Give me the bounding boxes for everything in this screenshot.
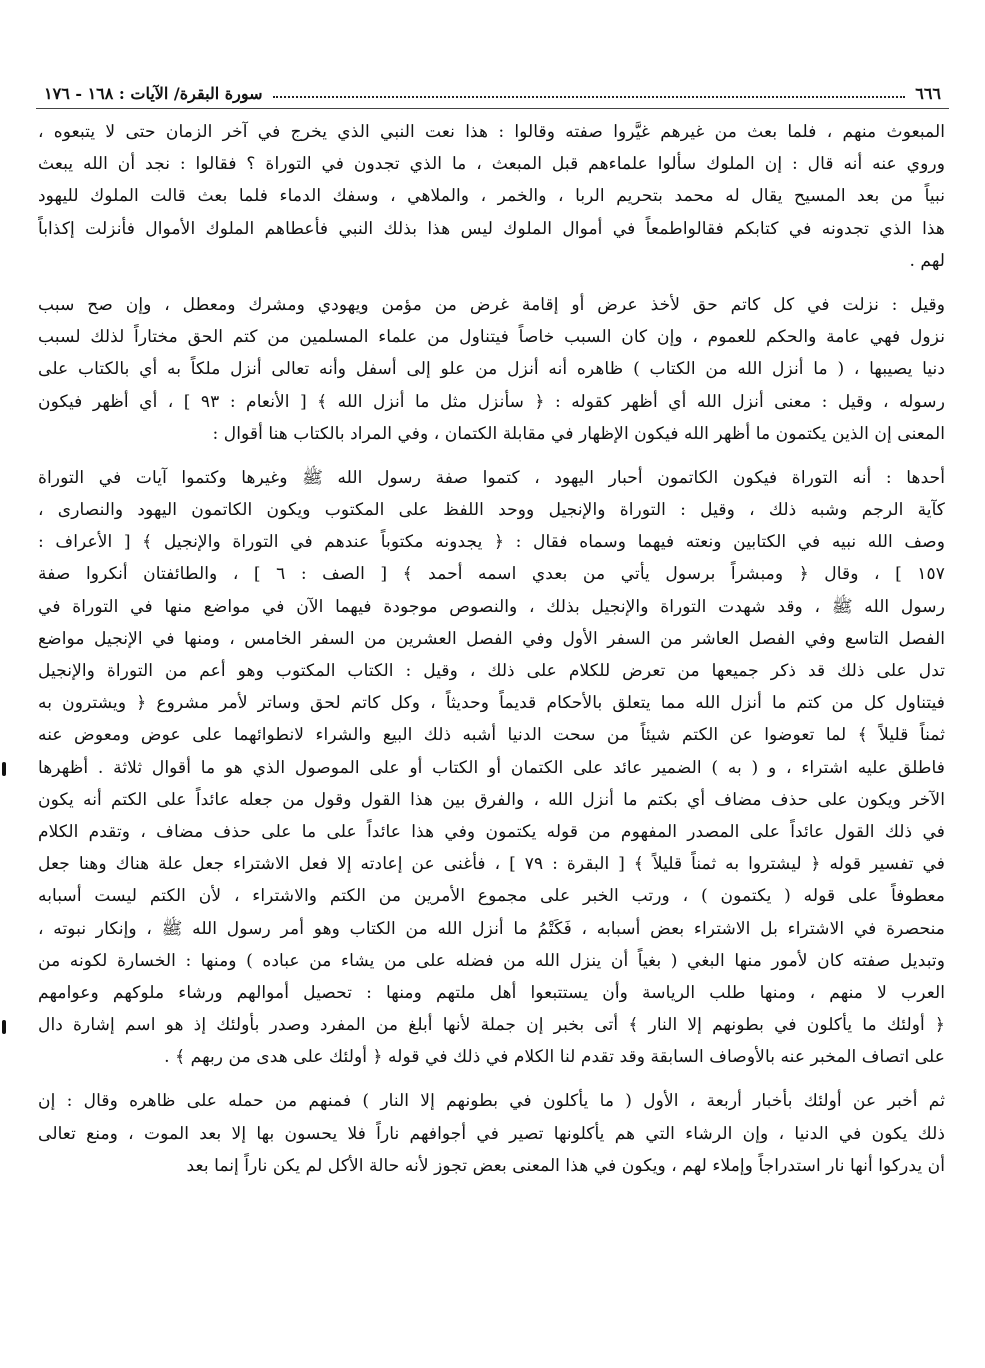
- page-body: [38, 116, 945, 1182]
- text-line: ١٥٧ ] ، وقال ﴿ ومبشراً برسول يأتي من بعدي اسمه أحمد ﴾ [ الصف : ٦ ] ، والطائفتان أنكروا صفة: [38, 564, 945, 585]
- paragraph: [38, 116, 945, 277]
- text-line: تدل على ذلك قد ذكر جميعها من تعرض للكلام على ذلك ، وقيل : الكتاب المكتوب وهو أعم من التوراة والإنجيل: [38, 661, 945, 681]
- text-line: أن يدركوا أنها نار استدراجاً وإملاء لهم ، ويكون في هذا المعنى بعض تجوز لأنه حالة الأكل لم يكن ناراً إنما بعد: [186, 1155, 945, 1176]
- page-number: ٦٦٦: [915, 83, 941, 103]
- text-line: ﴿ أولئك ما يأكلون في بطونهم إلا النار ﴾ أتى بخبر إن جملة لأنها أبلغ من المفرد وصدر بأولئك إذ هو اسم إشارة دال: [38, 1015, 945, 1036]
- text-line: الفصل التاسع وفي الفصل العاشر من السفر الأول وفي الفصل العشرين من السفر الخامس ، ومنها في الإنجيل مواضع: [38, 628, 945, 649]
- text-line: ذلك يكون في الدنيا ، وإن الرشاء التي هم يأكلونها تصير في أجوافهم ناراً فلا يحسون بها إلا بعد الموت ، ومنع تعالى: [38, 1123, 945, 1144]
- text-line: نزول فهي عامة والحكم للعموم ، وإن كان السبب خاصاً فيتناول من علماء المسلمين من كتم الحق مختاراً لذلك لسبب: [38, 327, 945, 348]
- paragraph-gap: [38, 277, 945, 289]
- text-line: منحصرة في الاشتراء بل الاشتراء بعض أسبابه ، فَكَتْمُ ما أنزل الله من الكتاب وهو أمر رسول الله ﷺ ، وإنكار نبوته ،: [38, 918, 945, 939]
- text-line: ثمناً قليلاً ﴾ لما تعوضوا عن الكتم شيئاً من سحت الدنيا أشبه ذلك البيع والشراء لانطوائهما على عوض ومعوض عنه: [38, 725, 945, 746]
- text-line: لهم .: [909, 250, 945, 271]
- header-dot-leader: [273, 96, 906, 98]
- running-header: [44, 78, 941, 108]
- text-line: نبياً من بعد المسيح يقال له محمد بتحريم الربا ، والخمر ، والملاهي ، وسفك الدماء فلما بعث قالت الملوك لليهود: [38, 186, 945, 207]
- text-line: في ذلك القول عائداً على المصدر المفهوم من قوله يكتمون وفي هذا عائداً على ما على حذف مضاف ، وتقدم الكلام: [38, 821, 945, 842]
- header-rule: [36, 108, 949, 109]
- text-line: ثم أخبر عن أولئك بأخبار أربعة ، الأول ( ما يأكلون في بطونهم إلا النار ) فمنهم من حمله على ظاهره وقال : إن: [38, 1091, 945, 1112]
- text-line: معطوفاً على قوله ( يكتمون ) ، ورتب الخبر على مجموع الأمرين من الكتم والاشتراء ، لأن الكتم ليست أسبابه: [38, 886, 945, 907]
- text-line: دنيا يصيبها ، ( ما أنزل الله من الكتاب ) ظاهره أنه أنزل من علو إلى أسفل وأنه تعالى أنزل ملكاً به أي بالكتاب على: [38, 359, 945, 380]
- text-line: رسوله ، وقيل : معنى أنزل الله أي أظهر كقوله : ﴿ سأنزل مثل ما أنزل الله ﴾ [ الأنعام : ٩٣ ] ، أي أظهر فيكون: [38, 391, 945, 412]
- text-line: المعنى إن الذين يكتمون ما أظهر الله فيكون الإظهار في مقابلة الكتمان ، وفي المراد بالكتاب هنا أقوال :: [212, 423, 945, 444]
- paragraph-gap: [38, 1073, 945, 1085]
- margin-mark: [2, 1020, 6, 1034]
- paragraph: [38, 462, 945, 1074]
- text-line: في تفسير قوله ﴿ ليشتروا به ثمناً قليلاً ﴾ [ البقرة : ٧٩ ] ، فأغنى عن إعادته إلا فعل الاشتراء جعل علة هناك وهنا جعل: [38, 854, 945, 875]
- text-line: وروي عنه أنه قال : إن الملوك سألوا علماءهم قبل المبعث ، ما الذي تجدون في التوراة ؟ فقالوا : نجد أن الله يبعث: [38, 154, 945, 175]
- text-line: على اتصاف المخبر عنه بالأوصاف السابقة وقد تقدم لنا الكلام في ذلك في قوله ﴿ أولئك على هدى من ربهم ﴾ .: [164, 1047, 945, 1068]
- paragraph-gap: [38, 450, 945, 462]
- text-line: وصف الله نبيه في الكتابين ونعته فيهما وسماه فقال : ﴿ يجدونه مكتوباً عندهم في التوراة والإنجيل ﴾ [ الأعراف :: [38, 532, 945, 553]
- margin-mark: [2, 762, 6, 776]
- text-line: كآية الرجم وشبه ذلك ، وقيل : التوراة والإنجيل ووحد اللفظ على المكتوب ويكون الكاتمون اليهود والنصارى ،: [38, 500, 945, 521]
- paragraph: [38, 289, 945, 450]
- text-line: أحدها : أنه التوراة فيكون الكاتمون أحبار اليهود ، كتموا صفة رسول الله ﷺ وغيرها وكتموا آيات في التوراة: [38, 467, 945, 488]
- text-line: العرب لا منهم ، ومنها طلب الرياسة وأن يستتبعوا أهل ملتهم ومنها : تحصيل أموالهم ورشاء ملوكهم وعوامهم: [38, 982, 945, 1003]
- text-line: وقيل : نزلت في كل كاتم حق لأخذ عرض أو إقامة غرض من مؤمن ويهودي ومشرك ومعطل ، وإن صح سبب: [38, 294, 945, 315]
- text-line: فيتناول كل من كتم ما أنزل الله مما يتعلق بالأحكام قديماً وحديثاً ، وكل كاتم لحق وساتر لأمر مشروع ﴿ ويشترون به: [38, 693, 945, 714]
- text-line: هذا الذي تجدونه في كتابكم فقالواطمعاً في أموال الملوك ليس هذا بذلك النبي فأعطاهم الملوك الأموال فأنزلت إكذاباً: [38, 218, 945, 239]
- header-title: سورة البقرة/ الآيات : ١٦٨ - ١٧٦: [44, 83, 263, 103]
- text-line: الآخر ويكون على حذف مضاف أي بكتم ما أنزل الله ، والفرق بين هذا القول وقول من جعله عائداً على الكتم أنه يكون: [38, 789, 945, 810]
- text-line: وتبديل صفته كان لأمور منها البغي ( بغياً أن ينزل الله من فضله على من يشاء من عباده ) ومنها : الخسارة لكونه من: [38, 950, 945, 971]
- text-line: فاطلق عليه اشتراء ، و ( به ) الضمير عائد على الكتمان أو الكتاب أو على الموصول الذي هو ما أقوال ثلاثة . أظهرها: [38, 757, 945, 778]
- paragraph: [38, 1085, 945, 1182]
- text-line: المبعوث منهم ، فلما بعث من غيرهم غيَّروا صفته وقالوا : هذا نعت النبي الذي يخرج في آخر الزمان حتى لا يتبعوه ،: [38, 122, 945, 142]
- text-line: رسول الله ﷺ ، وقد شهدت التوراة والإنجيل بذلك ، والنصوص موجودة فيهما الآن في مواضع منها في التوراة في: [38, 596, 945, 617]
